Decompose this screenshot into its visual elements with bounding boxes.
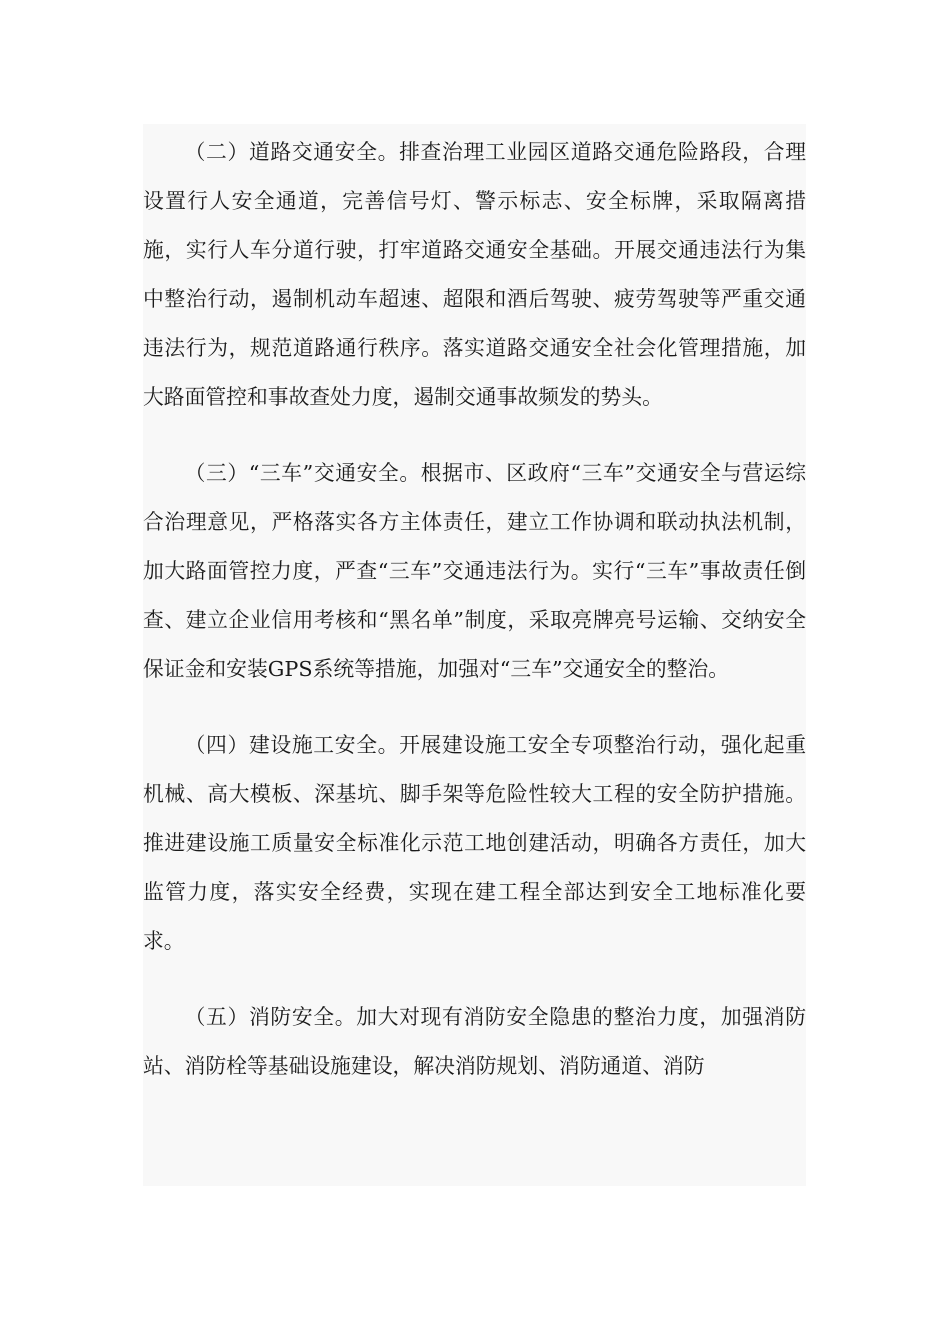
paragraph-road-traffic-safety: （二）道路交通安全。排查治理工业园区道路交通危险路段，合理设置行人安全通道，完善信号灯、警示标志、安全标牌，采取隔离措施，实行人车分道行驶，打牢道路交通安全基础。开展交通违法行为集中整治行动，遏制机动车超速、超限和酒后驾驶、疲劳驾驶等严重交通违法行为，规范道路通行秩序。落实道路交通安全社会化管理措施，加大路面管控和事故查处力度，遏制交通事故频发的势头。 <box>143 140 806 409</box>
document-body <box>143 124 806 1186</box>
paragraph-fire-safety: （五）消防安全。加大对现有消防安全隐患的整治力度，加强消防站、消防栓等基础设施建设，解决消防规划、消防通道、消防 <box>143 1005 806 1078</box>
paragraph-three-vehicles-safety: （三）“三车”交通安全。根据市、区政府“三车”交通安全与营运综合治理意见，严格落实各方主体责任，建立工作协调和联动执法机制，加大路面管控力度，严查“三车”交通违法行为。实行“三车”事故责任倒查、建立企业信用考核和“黑名单”制度，采取亮牌亮号运输、交纳安全保证金和安装GPS系统等措施，加强对“三车”交通安全的整治。 <box>143 461 806 681</box>
paragraph-construction-safety: （四）建设施工安全。开展建设施工安全专项整治行动，强化起重机械、高大模板、深基坑、脚手架等危险性较大工程的安全防护措施。推进建设施工质量安全标准化示范工地创建活动，明确各方责任，加大监管力度，落实安全经费，实现在建工程全部达到安全工地标准化要求。 <box>143 733 806 953</box>
